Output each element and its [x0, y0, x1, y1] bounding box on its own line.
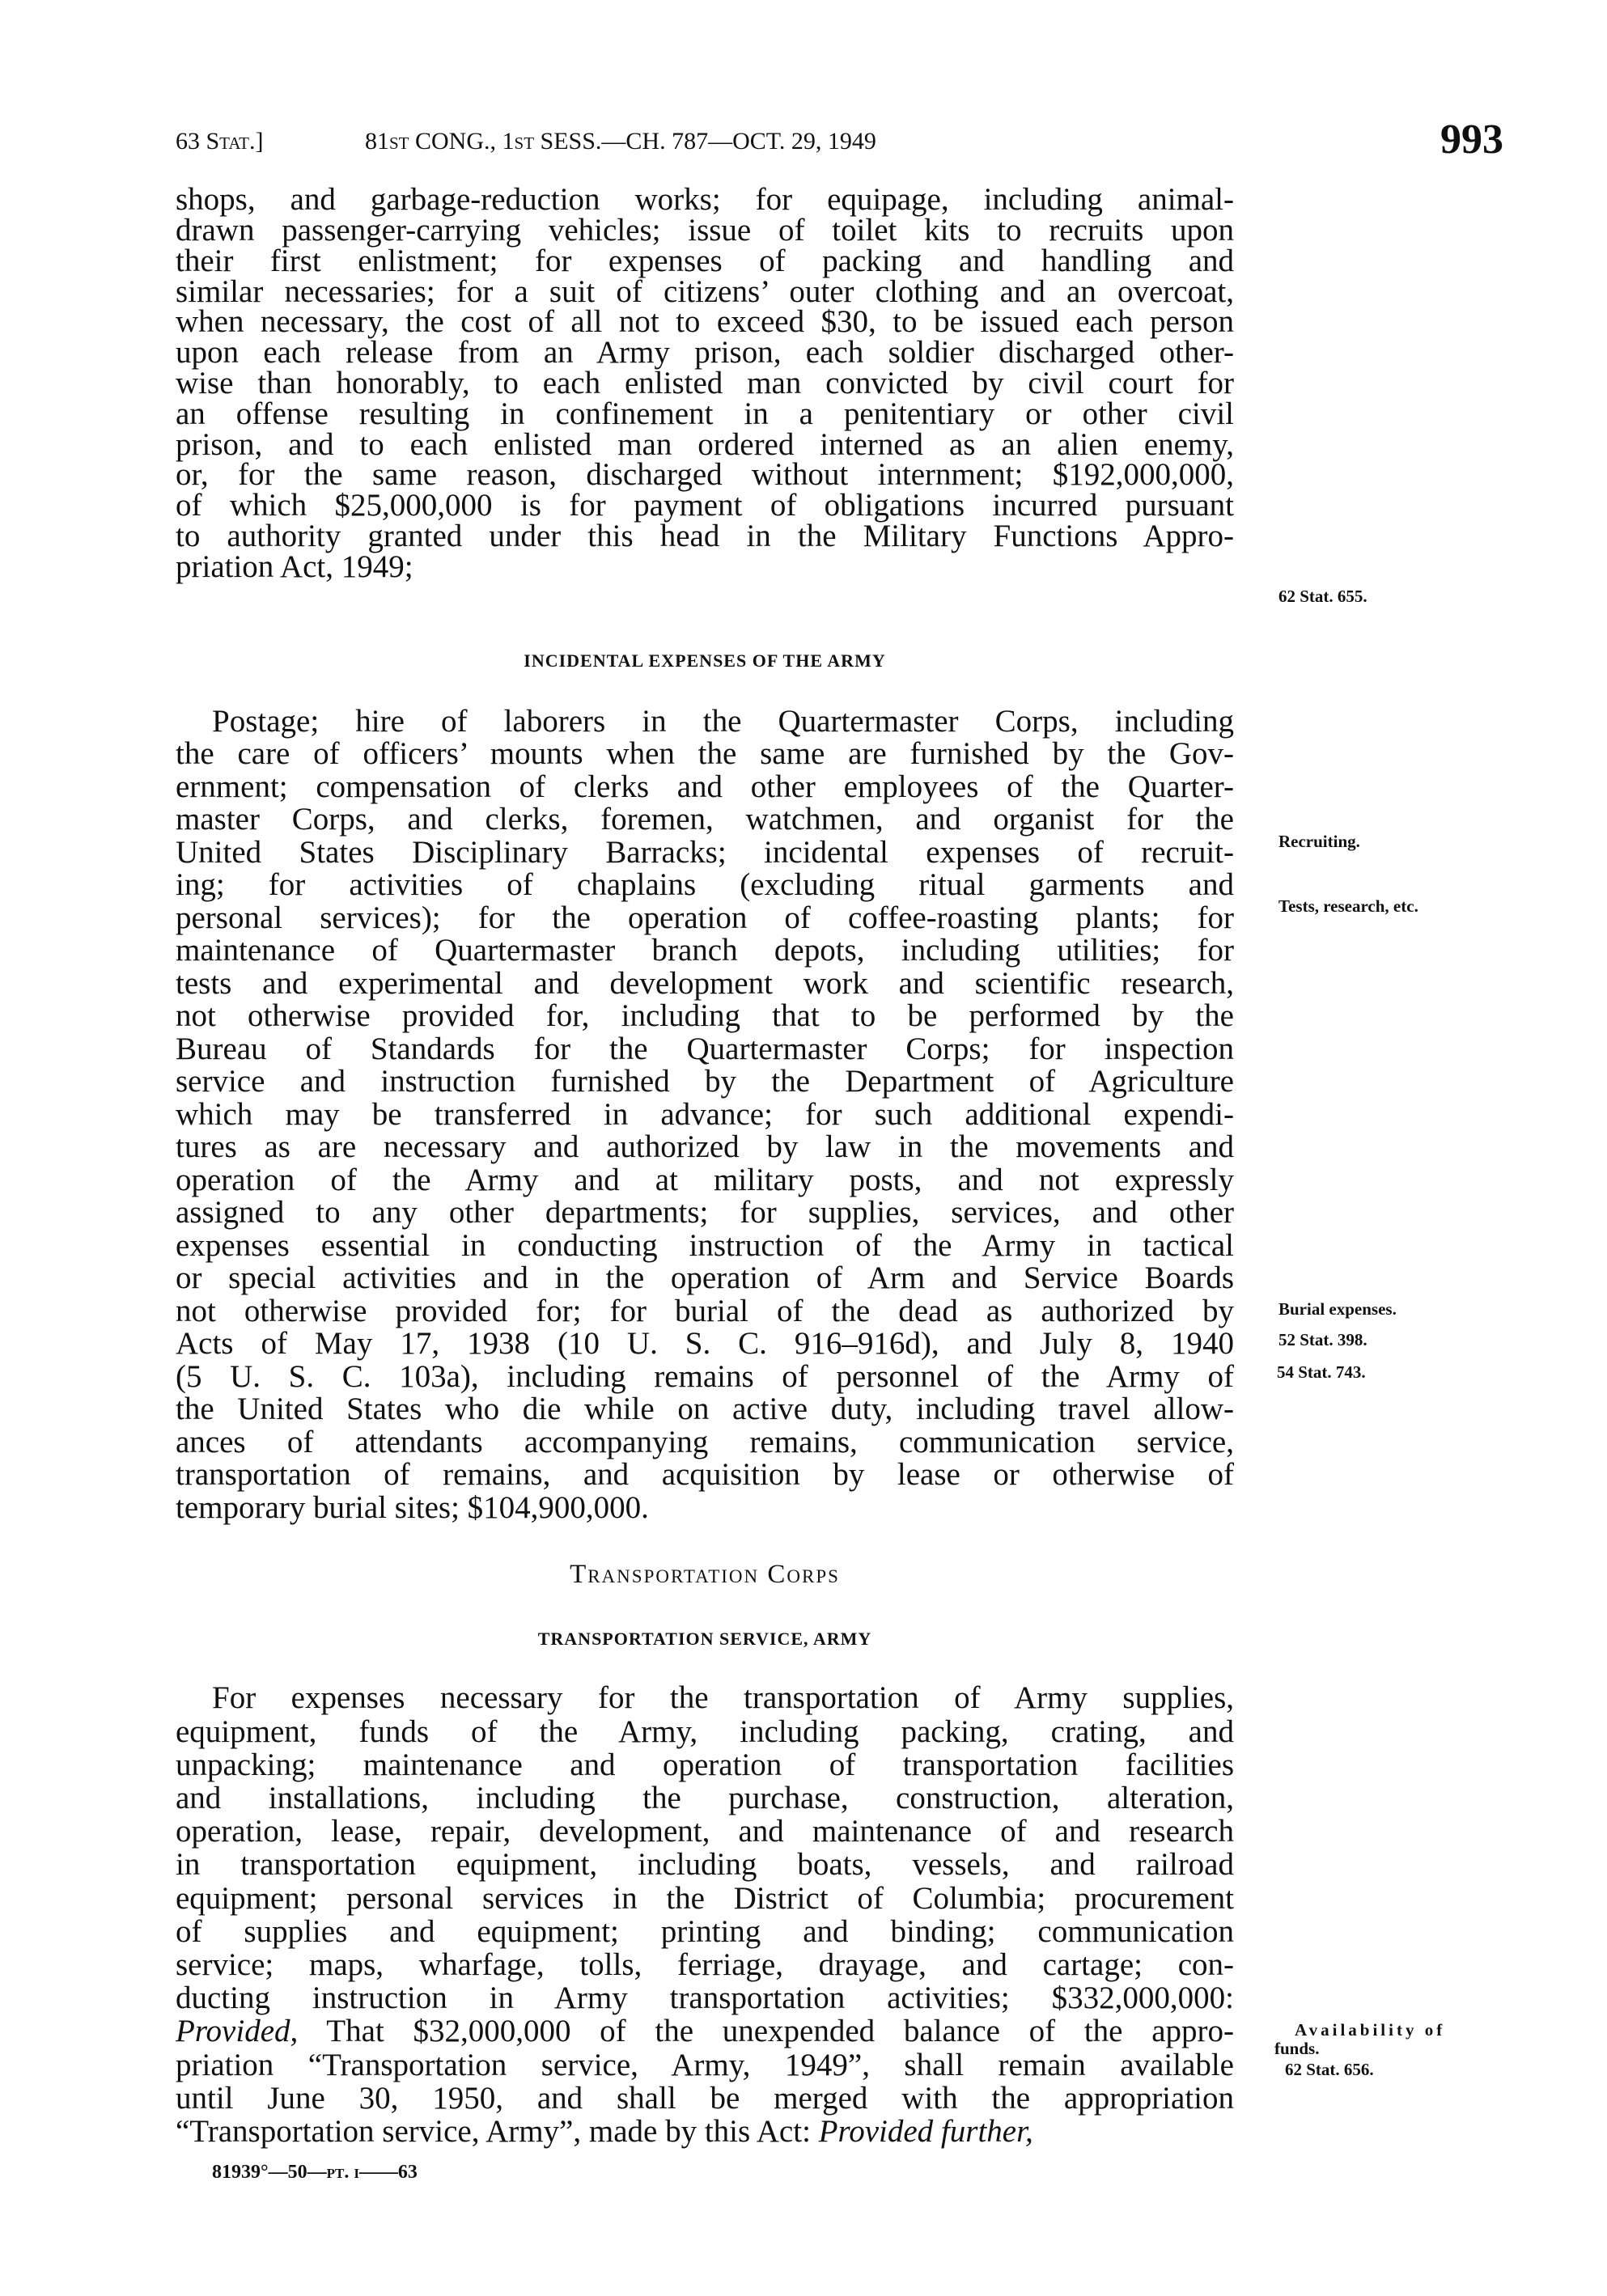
section-heading-transportation-corps: Transportation Corps [570, 1560, 840, 1589]
text-line: priation Act, 1949; [176, 549, 413, 584]
text-line: temporary burial sites; $104,900,000. [176, 1489, 649, 1525]
section-heading-transportation-service: TRANSPORTATION SERVICE, ARMY [537, 1629, 872, 1649]
section-heading-incidental-expenses: INCIDENTAL EXPENSES OF THE ARMY [524, 650, 886, 671]
margin-note-62-stat-655: 62 Stat. 655. [1278, 587, 1367, 606]
text-line: ernment; compensation of clerks and other employees of the Quarter- [176, 769, 1234, 804]
text-line: equipment; personal services in the District of Columbia; procurement [176, 1880, 1234, 1916]
text-line: their first enlistment; for expenses of packing and handling and [176, 243, 1234, 278]
text-line: master Corps, and clerks, foremen, watchmen, and organist for the [176, 802, 1234, 837]
text-line: service; maps, wharfage, tolls, ferriage, drayage, and cartage; con- [176, 1947, 1234, 1982]
margin-note-funds: funds. [1274, 2039, 1320, 2058]
text-line: unpacking; maintenance and operation of transportation facilities [176, 1747, 1234, 1782]
text-line: not otherwise provided for; for burial of the dead as authorized by [176, 1293, 1234, 1328]
margin-note-62-stat-656: 62 Stat. 656. [1285, 2060, 1374, 2079]
text-line: in transportation equipment, including boats, vessels, and railroad [176, 1847, 1234, 1883]
text-segment: “Transportation service, Army”, made by this Act: [176, 2114, 819, 2149]
text-line: operation of the Army and at military posts, and not expressly [176, 1162, 1234, 1197]
margin-note-tests-research: Tests, research, etc. [1278, 896, 1418, 916]
text-line: not otherwise provided for, including that to be performed by the [176, 998, 1234, 1034]
running-head-volume: 63 Stat.] [176, 128, 264, 155]
text-line: (5 U. S. C. 103a), including remains of personnel of the Army of [176, 1358, 1234, 1394]
text-line: ances of attendants accompanying remains, communication service, [176, 1424, 1234, 1459]
text-line: expenses essential in conducting instruction of the Army in tactical [176, 1227, 1234, 1263]
running-head-session: 81st CONG., 1st SESS.—CH. 787—OCT. 29, 1949 [365, 128, 876, 155]
text-line: of supplies and equipment; printing and binding; communication [176, 1913, 1234, 1949]
text-line: Bureau of Standards for the Quartermaster Corps; for inspection [176, 1031, 1234, 1066]
text-line: upon each release from an Army prison, each soldier discharged other- [176, 335, 1234, 371]
italic-text: Provided further, [818, 2114, 1033, 2149]
text-line: tests and experimental and development work and scientific research, [176, 965, 1234, 1001]
text-line: similar necessaries; for a suit of citizens’ outer clothing and an overcoat, [176, 273, 1234, 309]
text-line [176, 2115, 1234, 2148]
text-line: or special activities and in the operation of Arm and Service Boards [176, 1260, 1234, 1296]
text-line: prison, and to each enlisted man ordered interned as an alien enemy, [176, 426, 1234, 462]
text-line: tures as are necessary and authorized by law in the movements and [176, 1129, 1234, 1165]
margin-note-availability: Availability of [1295, 2020, 1446, 2040]
text-line: or, for the same reason, discharged without internment; $192,000,000, [176, 457, 1234, 493]
text-line: the United States who die while on active duty, including travel allow- [176, 1392, 1234, 1427]
text-line: Acts of May 17, 1938 (10 U. S. C. 916–916d), and July 8, 1940 [176, 1326, 1234, 1362]
text-line: priation “Transportation service, Army, 1949”, shall remain available [176, 2047, 1234, 2082]
text-line: operation, lease, repair, development, and maintenance of and research [176, 1814, 1234, 1849]
text-line: Postage; hire of laborers in the Quartermaster Corps, including [212, 703, 1234, 739]
text-line: ducting instruction in Army transportation activities; $332,000,000: [176, 1980, 1234, 2016]
margin-note-recruiting: Recruiting. [1278, 832, 1360, 851]
text-line: transportation of remains, and acquisition by lease or otherwise of [176, 1457, 1234, 1493]
text-line: the care of officers’ mounts when the same are furnished by the Gov- [176, 736, 1234, 772]
text-line: service and instruction furnished by the Department of Agriculture [176, 1064, 1234, 1099]
text-line: wise than honorably, to each enlisted man convicted by civil court for [176, 365, 1234, 400]
text-line: drawn passenger-carrying vehicles; issue of toilet kits to recruits upon [176, 212, 1234, 248]
text-line: personal services); for the operation of coffee-roasting plants; for [176, 900, 1234, 935]
text-line: equipment, funds of the Army, including packing, crating, and [176, 1714, 1234, 1749]
margin-note-54-stat-743: 54 Stat. 743. [1277, 1362, 1366, 1382]
text-line: which may be transferred in advance; for such additional expendi- [176, 1096, 1234, 1132]
text-line: and installations, including the purchase, construction, alteration, [176, 1781, 1234, 1815]
text-line: an offense resulting in confinement in a penitentiary or other civil [176, 396, 1234, 431]
text-line: United States Disciplinary Barracks; incidental expenses of recruit- [176, 834, 1234, 870]
printer-signature-footer: 81939°—50—pt. i——63 [212, 2162, 418, 2183]
text-segment: That $32,000,000 of the unexpended balance of the appro- [298, 2014, 1234, 2049]
margin-note-52-stat-398: 52 Stat. 398. [1278, 1330, 1367, 1349]
text-line: until June 30, 1950, and shall be merged with the appropriation [176, 2080, 1234, 2116]
text-line: For expenses necessary for the transportation of Army supplies, [212, 1680, 1234, 1716]
text-line: to authority granted under this head in the Military Functions Appro- [176, 518, 1234, 553]
text-line: maintenance of Quartermaster branch depots, including utilities; for [176, 933, 1234, 968]
text-line: assigned to any other departments; for supplies, services, and other [176, 1195, 1234, 1231]
text-line: of which $25,000,000 is for payment of obligations incurred pursuant [176, 488, 1234, 523]
text-line: shops, and garbage-reduction works; for equipage, including animal- [176, 182, 1234, 218]
text-line: ing; for activities of chaplains (excluding ritual garments and [176, 867, 1234, 903]
margin-note-burial-expenses: Burial expenses. [1278, 1299, 1397, 1319]
page-number: 993 [1440, 116, 1503, 163]
text-line: when necessary, the cost of all not to exceed $30, to be issued each person [176, 304, 1234, 340]
italic-text: Provided, [176, 2014, 299, 2049]
text-line [176, 2014, 1234, 2048]
